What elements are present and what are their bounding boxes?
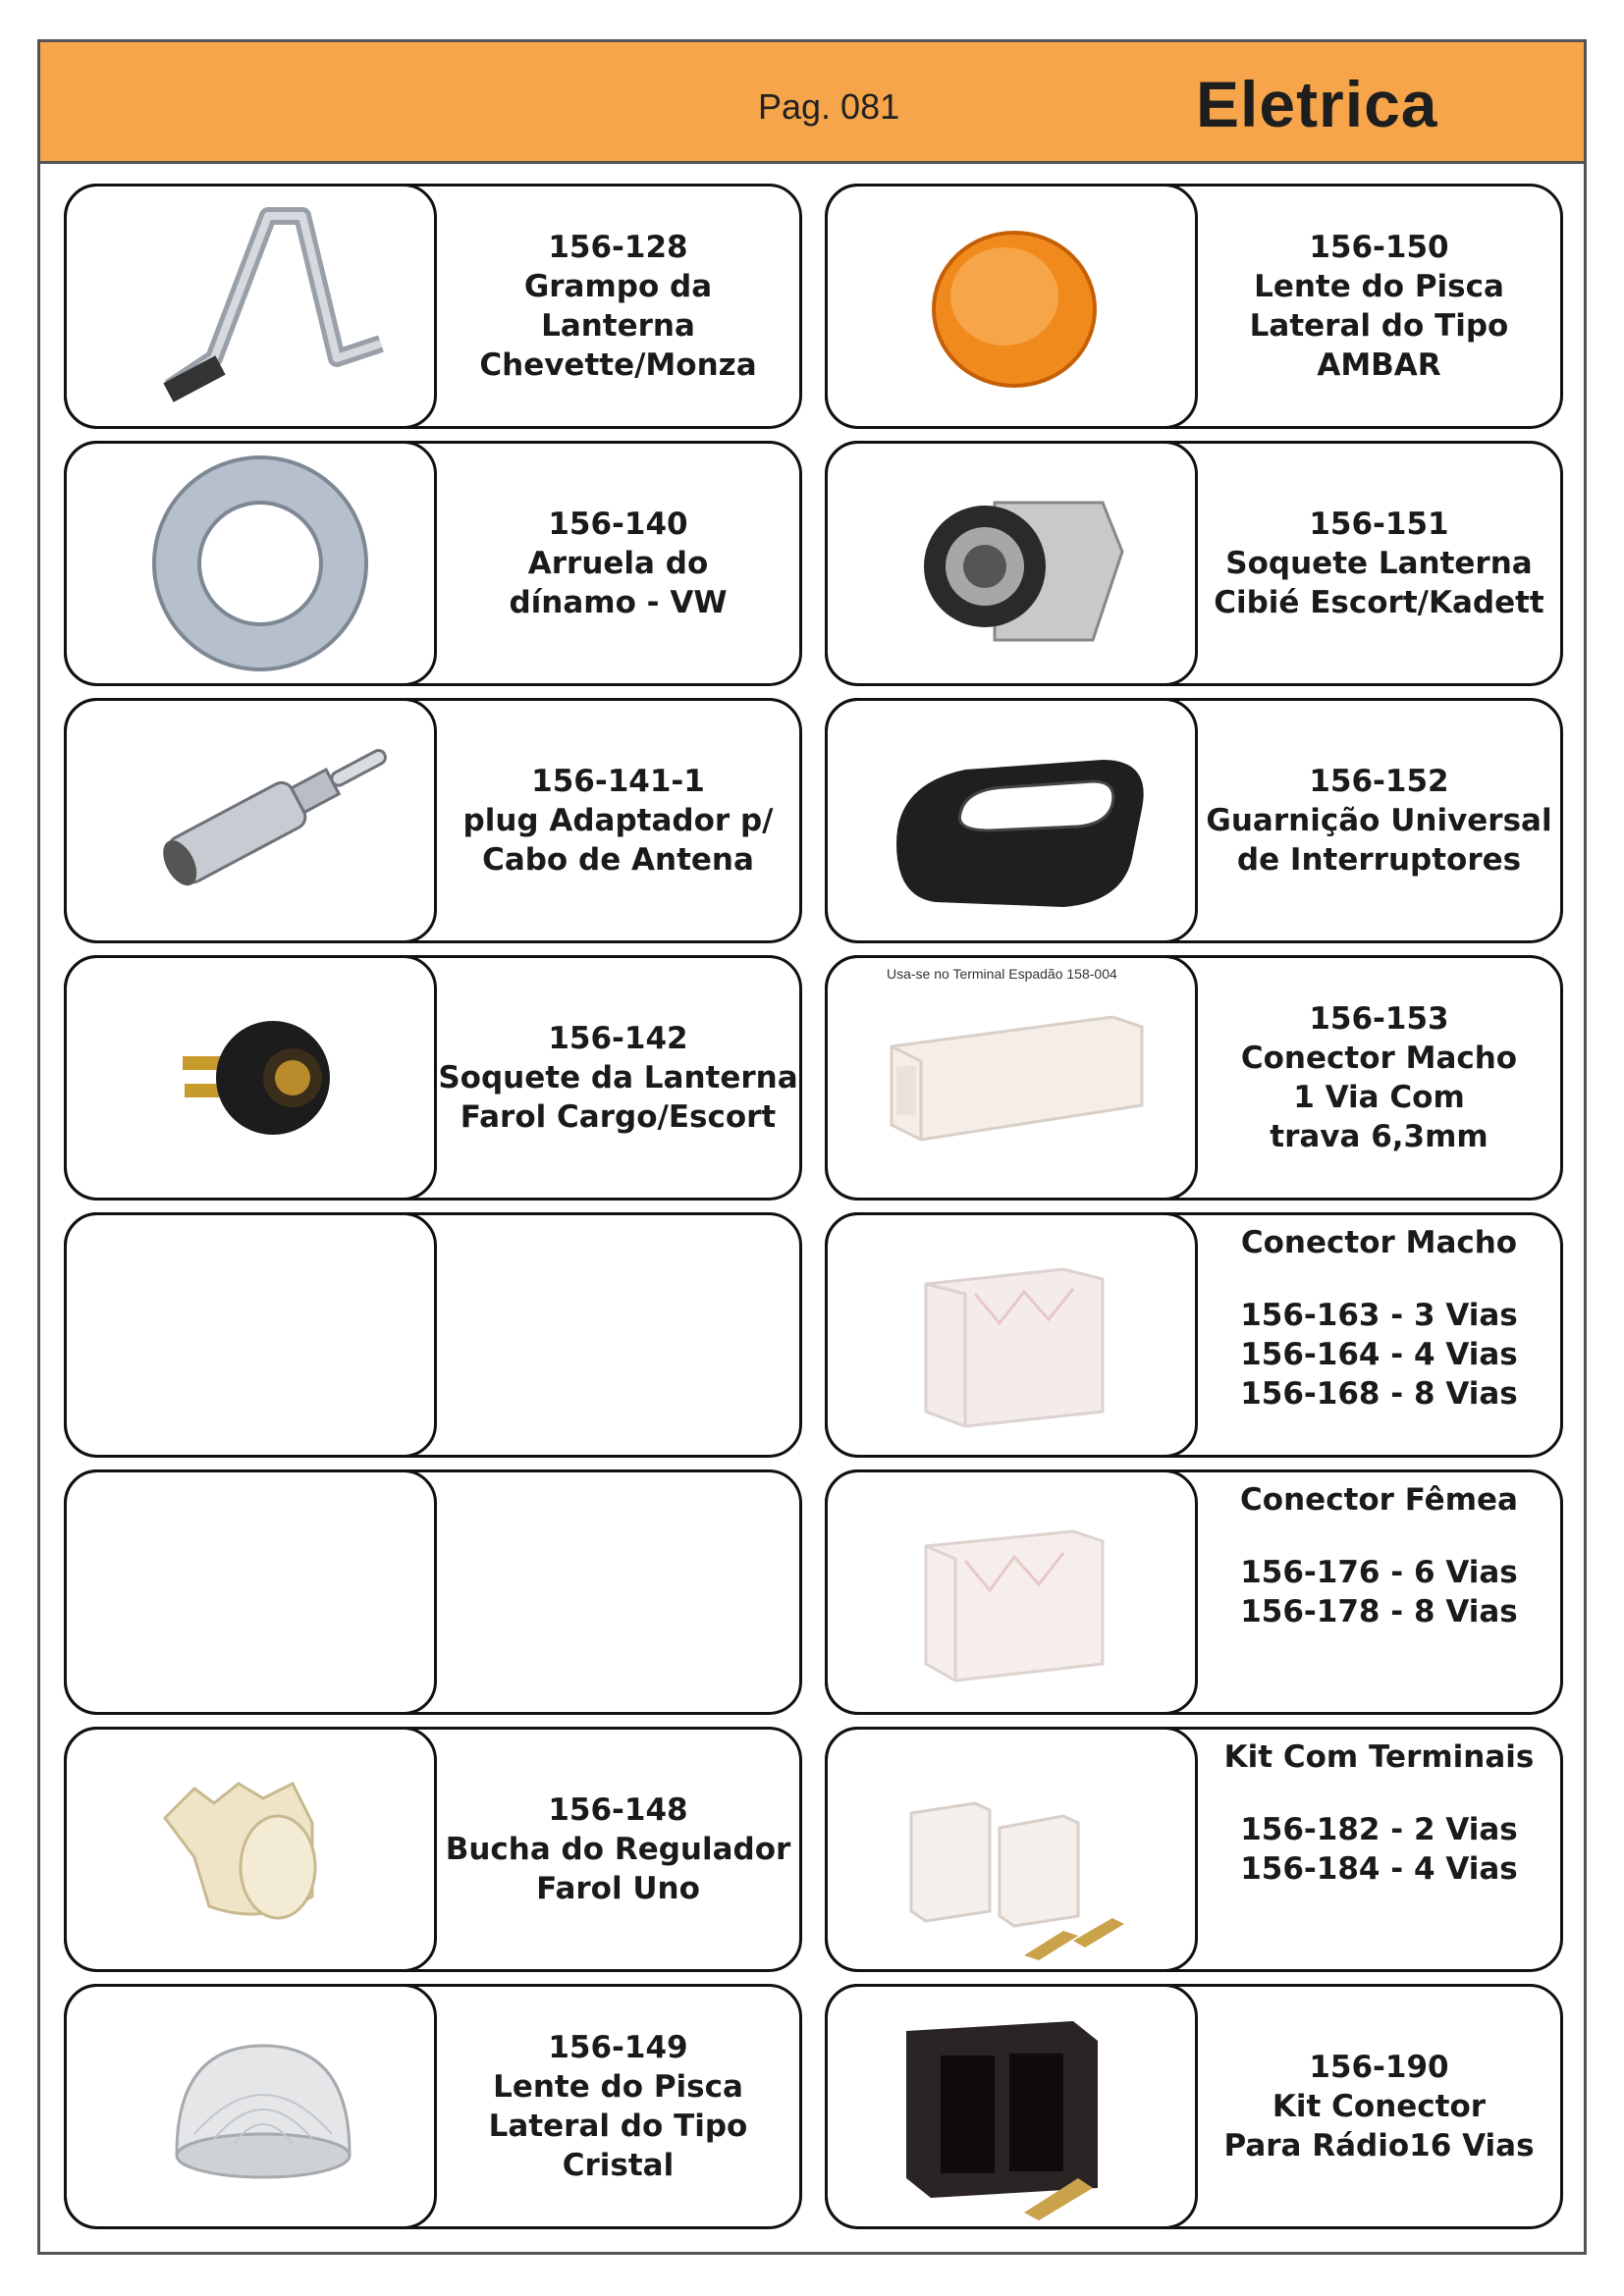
- product-text: [437, 958, 799, 1198]
- product-code: 156-182 - 2 Vias: [1240, 1812, 1518, 1847]
- product-code: 156-140: [548, 507, 688, 542]
- product-desc: 1 Via Com: [1293, 1080, 1465, 1115]
- product-code: 156-178 - 8 Vias: [1240, 1594, 1518, 1629]
- product-text: [437, 1987, 799, 2226]
- product-desc: Lateral do Tipo: [1249, 308, 1509, 344]
- product-code: 156-149: [548, 2030, 688, 2065]
- product-text: [1198, 701, 1560, 940]
- product-desc: Cabo de Antena: [482, 842, 754, 878]
- connector-male-icon: [828, 1215, 1195, 1455]
- product-desc: de Interruptores: [1236, 842, 1522, 878]
- lamp-socket-icon: [67, 958, 434, 1198]
- connector-kit-icon: [828, 1730, 1195, 1969]
- product-desc: Lateral do Tipo: [488, 2109, 748, 2144]
- product-card-156-151[interactable]: [825, 441, 1563, 686]
- product-image-connector-male: [825, 1212, 1198, 1458]
- product-card-156-140[interactable]: [64, 441, 802, 686]
- product-code: 156-150: [1309, 230, 1449, 265]
- product-image-regulator-bushing: [64, 1727, 437, 1972]
- product-code: 156-151: [1309, 507, 1449, 542]
- product-card-kit-com-terminais[interactable]: [825, 1727, 1563, 1972]
- product-desc: Farol Cargo/Escort: [460, 1099, 777, 1135]
- product-text: [1198, 187, 1560, 426]
- product-heading: Kit Com Terminais: [1223, 1739, 1535, 1775]
- product-desc: Lente do Pisca: [1254, 269, 1504, 304]
- connector-female-icon: [828, 1472, 1195, 1712]
- product-code: 156-128: [548, 230, 688, 265]
- product-text: [1198, 444, 1560, 683]
- product-card-conector-macho[interactable]: [825, 1212, 1563, 1458]
- product-image-lamp-socket: [64, 955, 437, 1201]
- product-desc: Guarnição Universal: [1206, 803, 1552, 838]
- product-desc: Cibié Escort/Kadett: [1214, 585, 1544, 620]
- product-image-connector-female: [825, 1469, 1198, 1715]
- product-code: 156-142: [548, 1021, 688, 1056]
- product-image-switch-gasket: [825, 698, 1198, 943]
- metal-clip-icon: [67, 187, 434, 426]
- product-card-156-150[interactable]: [825, 184, 1563, 429]
- product-code: 156-190: [1309, 2050, 1449, 2085]
- product-text: [437, 701, 799, 940]
- antenna-plug-icon: [67, 701, 434, 940]
- product-desc: Bucha do Regulador: [445, 1832, 791, 1867]
- product-desc: Soquete Lanterna: [1225, 546, 1533, 581]
- product-image-lamp-socket-cibie: [825, 441, 1198, 686]
- product-text: [437, 1730, 799, 1969]
- product-card-156-152[interactable]: [825, 698, 1563, 943]
- switch-gasket-icon: [828, 701, 1195, 940]
- product-card-156-153[interactable]: [825, 955, 1563, 1201]
- product-desc: AMBAR: [1317, 347, 1441, 383]
- radio-connector-icon: [828, 1987, 1195, 2226]
- product-desc: Lente do Pisca: [493, 2069, 743, 2105]
- usage-note: Usa-se no Terminal Espadão 158-004: [887, 966, 1117, 982]
- product-desc: plug Adaptador p/: [462, 803, 774, 838]
- product-desc: Para Rádio16 Vias: [1223, 2128, 1535, 2163]
- product-card-156-142[interactable]: [64, 955, 802, 1201]
- washer-icon: [67, 444, 434, 683]
- product-text: [437, 444, 799, 683]
- lamp-socket-cibie-icon: [828, 444, 1195, 683]
- product-desc: Farol Uno: [536, 1871, 700, 1906]
- product-image-connector-kit: [825, 1727, 1198, 1972]
- product-image-amber-lens: [825, 184, 1198, 429]
- product-image-metal-clip: [64, 184, 437, 429]
- empty-image-slot: [64, 1212, 437, 1458]
- product-desc: Chevette/Monza: [479, 347, 757, 383]
- product-image-antenna-plug: [64, 698, 437, 943]
- product-image-connector-1-way: [825, 955, 1198, 1201]
- product-code: 156-184 - 4 Vias: [1240, 1851, 1518, 1887]
- clear-lens-icon: [67, 1987, 434, 2226]
- product-code: 156-148: [548, 1792, 688, 1828]
- product-card-156-149[interactable]: [64, 1984, 802, 2229]
- product-code: 156-152: [1309, 764, 1449, 799]
- product-desc: Arruela do: [527, 546, 709, 581]
- empty-card: [64, 1469, 802, 1715]
- product-text: [437, 187, 799, 426]
- product-desc: Lanterna: [541, 308, 695, 344]
- product-text: [1198, 1472, 1560, 1712]
- product-text: [1198, 1730, 1560, 1969]
- product-code: 156-141-1: [531, 764, 705, 799]
- product-code: 156-164 - 4 Vias: [1240, 1337, 1518, 1372]
- product-card-156-128[interactable]: [64, 184, 802, 429]
- empty-card: [64, 1212, 802, 1458]
- empty-image-slot: [64, 1469, 437, 1715]
- product-code: 156-163 - 3 Vias: [1240, 1298, 1518, 1333]
- regulator-bushing-icon: [67, 1730, 434, 1969]
- product-text: [437, 1215, 799, 1455]
- product-card-156-141-1[interactable]: [64, 698, 802, 943]
- product-code: 156-176 - 6 Vias: [1240, 1555, 1518, 1590]
- product-card-conector-femea[interactable]: [825, 1469, 1563, 1715]
- section-title: Eletrica: [1196, 68, 1438, 140]
- page-number: Pag. 081: [758, 86, 900, 127]
- product-image-washer: [64, 441, 437, 686]
- product-text: [437, 1472, 799, 1712]
- product-heading: Conector Fêmea: [1240, 1482, 1518, 1518]
- product-image-clear-lens: [64, 1984, 437, 2229]
- product-image-radio-connector: [825, 1984, 1198, 2229]
- product-text: [1198, 958, 1560, 1198]
- product-text: [1198, 1215, 1560, 1455]
- product-desc: Cristal: [562, 2148, 675, 2183]
- product-desc: trava 6,3mm: [1270, 1119, 1489, 1154]
- product-code: 156-168 - 8 Vias: [1240, 1376, 1518, 1412]
- product-text: [1198, 1987, 1560, 2226]
- product-desc: dínamo - VW: [509, 585, 728, 620]
- product-desc: Soquete da Lanterna: [438, 1060, 798, 1095]
- product-card-156-148[interactable]: [64, 1727, 802, 1972]
- product-desc: Kit Conector: [1272, 2089, 1487, 2124]
- product-heading: Conector Macho: [1240, 1225, 1518, 1260]
- product-card-156-190[interactable]: [825, 1984, 1563, 2229]
- amber-lens-icon: [828, 187, 1195, 426]
- connector-1-way-icon: [828, 958, 1195, 1198]
- product-code: 156-153: [1309, 1001, 1449, 1037]
- product-desc: Grampo da: [523, 269, 713, 304]
- product-desc: Conector Macho: [1240, 1041, 1518, 1076]
